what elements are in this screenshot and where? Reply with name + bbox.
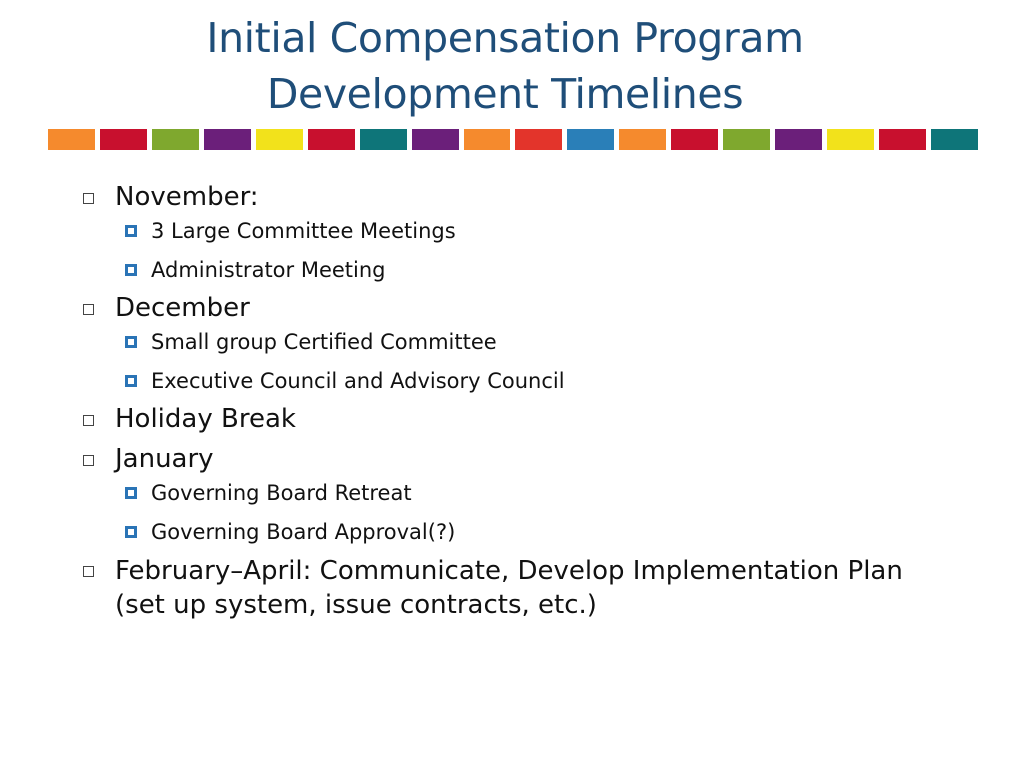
subbullet-text: Executive Council and Advisory Council (151, 369, 565, 393)
blue-square-bullet-icon (125, 264, 137, 276)
subbullet-text: Administrator Meeting (151, 258, 386, 282)
hollow-square-bullet-icon (83, 304, 94, 315)
stripe-segment (671, 129, 718, 150)
hollow-square-bullet-icon (83, 566, 94, 577)
stripe-segment (775, 129, 822, 150)
stripe-segment (879, 129, 926, 150)
stripe-segment (204, 129, 251, 150)
subbullet-text: Governing Board Approval(?) (151, 520, 456, 544)
bullet-text: December (115, 293, 250, 323)
stripe-segment (360, 129, 407, 150)
slide-title-line-2: Development Timelines (266, 70, 744, 118)
stripe-segment (827, 129, 874, 150)
subbullet-governing-board-approval (80, 518, 960, 546)
blue-square-bullet-icon (125, 375, 137, 387)
stripe-segment (464, 129, 511, 150)
bullet-text: Holiday Break (115, 404, 296, 434)
stripe-segment (567, 129, 614, 150)
decorative-color-stripe (48, 129, 978, 150)
stripe-segment (308, 129, 355, 150)
stripe-segment (152, 129, 199, 150)
hollow-square-bullet-icon (83, 415, 94, 426)
bullet-february-april (80, 554, 960, 622)
stripe-segment (100, 129, 147, 150)
subbullet-text: Governing Board Retreat (151, 481, 412, 505)
slide-title (0, 10, 1010, 122)
subbullet-governing-board-retreat (80, 479, 960, 507)
subbullet-text: Small group Certified Committee (151, 330, 497, 354)
bullet-text: January (115, 444, 214, 474)
blue-square-bullet-icon (125, 225, 137, 237)
timeline-bullet-list (80, 181, 960, 622)
subbullet-administrator-meeting (80, 256, 960, 284)
blue-square-bullet-icon (125, 487, 137, 499)
subbullet-text: 3 Large Committee Meetings (151, 219, 456, 243)
stripe-segment (256, 129, 303, 150)
subbullet-large-committee-meetings (80, 217, 960, 245)
subbullet-small-group-certified-committee (80, 328, 960, 356)
hollow-square-bullet-icon (83, 455, 94, 466)
stripe-segment (723, 129, 770, 150)
stripe-segment (515, 129, 562, 150)
stripe-segment (412, 129, 459, 150)
stripe-segment (48, 129, 95, 150)
bullet-text: November: (115, 182, 259, 212)
bullet-holiday-break (80, 403, 960, 436)
hollow-square-bullet-icon (83, 193, 94, 204)
bullet-december (80, 292, 960, 325)
bullet-january (80, 443, 960, 476)
blue-square-bullet-icon (125, 526, 137, 538)
blue-square-bullet-icon (125, 336, 137, 348)
stripe-segment (931, 129, 978, 150)
subbullet-executive-advisory-council (80, 367, 960, 395)
slide-title-line-1: Initial Compensation Program (206, 14, 804, 62)
bullet-text: February–April: Communicate, Develop Implementation Plan (set up system, issue contracts, etc.) (115, 556, 903, 620)
stripe-segment (619, 129, 666, 150)
bullet-november (80, 181, 960, 214)
